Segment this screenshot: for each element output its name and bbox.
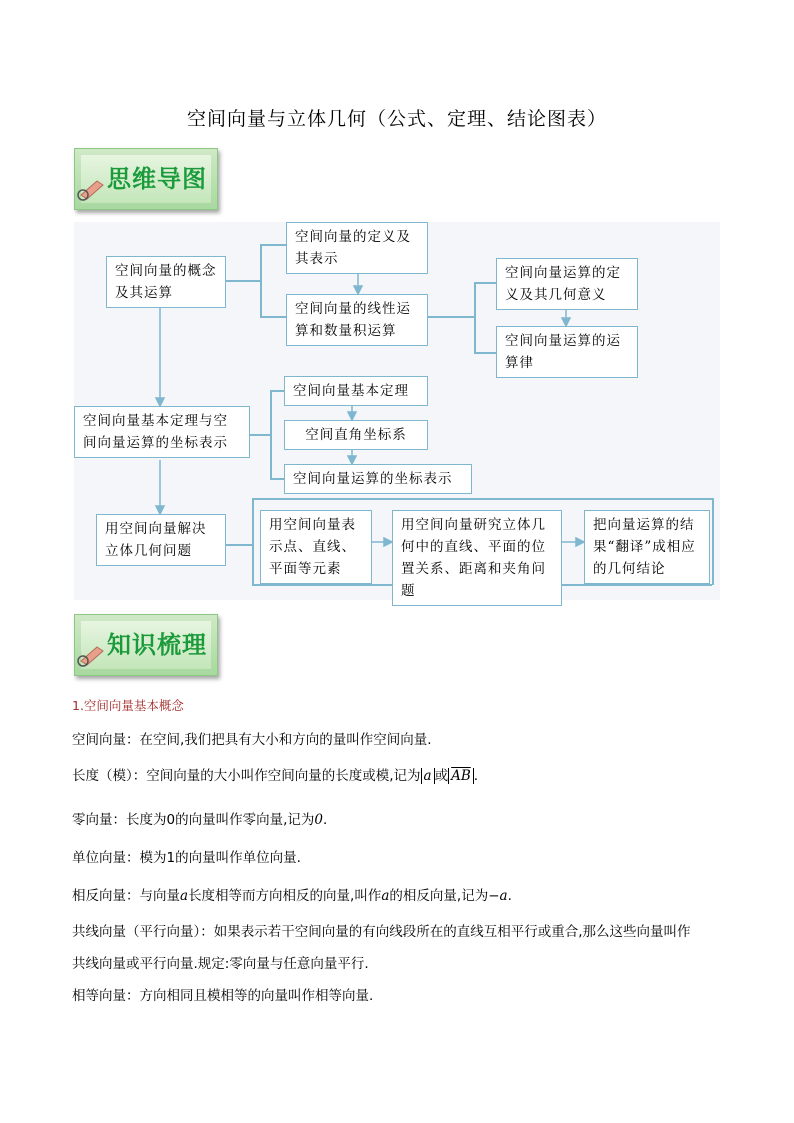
box-definition: 空间向量的定义及其表示: [286, 222, 428, 274]
vector-a: a: [180, 888, 189, 904]
para-opposite-vector: 相反向量：与向量a长度相等而方向相反的向量,叫作a的相反向量,记为−a.: [72, 888, 512, 904]
mindmap-banner-label: 思维导图: [107, 165, 207, 193]
vector-a: a: [423, 768, 432, 784]
knowledge-banner-label: 知识梳理: [107, 631, 207, 659]
box-represent: 用空间向量表示点、直线、平面等元素: [260, 510, 372, 584]
mindmap-banner: [74, 148, 218, 210]
pen-icon: [77, 175, 107, 201]
box-op-laws: 空间向量运算的运算律: [496, 326, 638, 378]
para-collinear-2: 共线向量或平行向量.规定:零向量与任意向量平行.: [72, 956, 369, 972]
box-translate: 把向量运算的结果“翻译”成相应的几何结论: [584, 510, 710, 584]
vector-neg-a: −a: [488, 888, 508, 904]
box-coord-system: 空间直角坐标系: [284, 420, 428, 450]
para-zero-vector: 零向量：长度为0的向量叫作零向量,记为0.: [72, 812, 328, 828]
para-equal-vector: 相等向量：方向相同且模相等的向量叫作相等向量.: [72, 988, 374, 1004]
vector-zero: 0: [314, 812, 323, 828]
box-solve-geometry: 用空间向量解决立体几何问题: [96, 514, 226, 566]
para-space-vector: 空间向量：在空间,我们把具有大小和方向的量叫作空间向量.: [72, 732, 432, 748]
box-basis-theorem-coords: 空间向量基本定理与空间向量运算的坐标表示: [74, 406, 250, 458]
page-title: 空间向量与立体几何（公式、定理、结论图表）: [186, 108, 607, 130]
para-unit-vector: 单位向量：模为1的向量叫作单位向量.: [72, 850, 301, 866]
para-collinear-1: 共线向量（平行向量）：如果表示若干空间向量的有向线段所在的直线互相平行或重合,那么这些向量叫作: [72, 924, 691, 940]
vector-a: a: [381, 888, 390, 904]
box-op-meaning: 空间向量运算的定义及其几何意义: [496, 258, 638, 310]
box-concept-ops: 空间向量的概念及其运算: [106, 256, 226, 308]
box-study: 用空间向量研究立体几何中的直线、平面的位置关系、距离和夹角问题: [392, 510, 562, 606]
box-coord-ops: 空间向量运算的坐标表示: [284, 464, 472, 494]
box-basis-theorem: 空间向量基本定理: [284, 376, 428, 406]
vector-ab: $\overline{AB}$: [451, 768, 471, 784]
mind-map: [74, 222, 720, 600]
knowledge-banner: [74, 614, 218, 676]
pen-icon: [77, 641, 107, 667]
section-heading: 1.空间向量基本概念: [72, 698, 184, 713]
para-length: 长度（模）：空间向量的大小叫作空间向量的长度或模,记为 a 或 $\overline{AB}$ .: [72, 768, 479, 784]
box-linear-ops: 空间向量的线性运算和数量积运算: [286, 294, 428, 346]
